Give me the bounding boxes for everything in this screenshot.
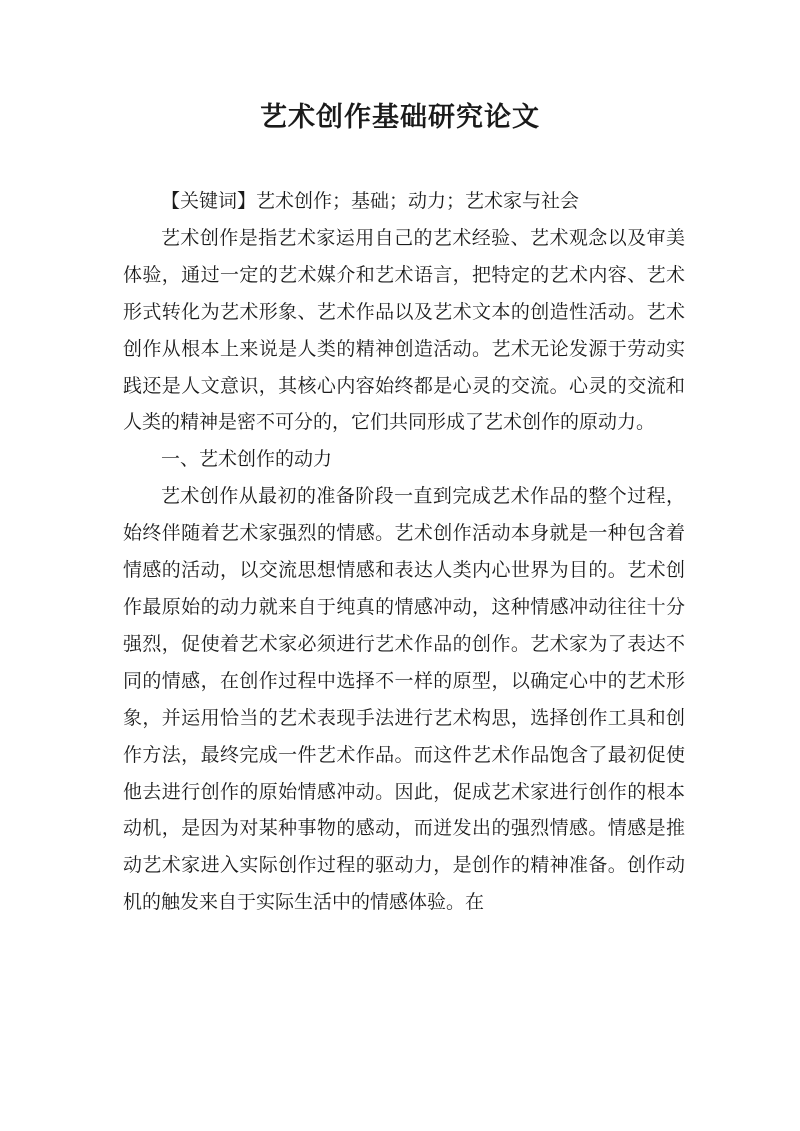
document-title: 艺术创作基础研究论文 <box>260 102 540 133</box>
document-body <box>123 183 685 921</box>
body-paragraph: 艺术创作从最初的准备阶段一直到完成艺术作品的整个过程，始终伴随着艺术家强烈的情感。艺术创作活动本身就是一种包含着情感的活动，以交流思想情感和表达人类内心世界为目的。艺术创作最原始的动力就来自于纯真的情感冲动，这种情感冲动往往十分强烈，促使着艺术家必须进行艺术作品的创作。艺术家为了表达不同的情感，在创作过程中选择不一样的原型，以确定心中的艺术形象，并运用恰当的艺术表现手法进行艺术构思，选择创作工具和创作方法，最终完成一件艺术作品。而这件艺术作品饱含了最初促使他去进行创作的原始情感冲动。因此，促成艺术家进行创作的根本动机，是因为对某种事物的感动，而迸发出的强烈情感。情感是推动艺术家进入实际创作过程的驱动力，是创作的精神准备。创作动机的触发来自于实际生活中的情感体验。在 <box>123 485 685 914</box>
keywords-line: 【关键词】艺术创作；基础；动力；艺术家与社会 <box>161 190 580 212</box>
section-heading: 一、艺术创作的动力 <box>161 448 333 471</box>
intro-paragraph: 艺术创作是指艺术家运用自己的艺术经验、艺术观念以及审美体验，通过一定的艺术媒介和艺术语言，把特定的艺术内容、艺术形式转化为艺术形象、艺术作品以及艺术文本的创造性活动。艺术创作从根本上来说是人类的精神创造活动。艺术无论发源于劳动实践还是人文意识，其核心内容始终都是心灵的交流。心灵的交流和人类的精神是密不可分的，它们共同形成了艺术创作的原动力。 <box>123 226 685 434</box>
